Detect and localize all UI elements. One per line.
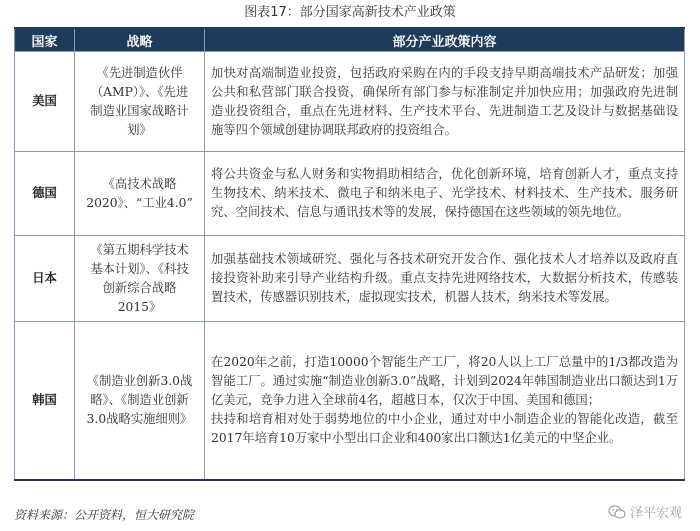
figure-title-text: 图表17：部分国家高新技术产业政策: [240, 5, 460, 20]
strategy-cell: 《第五期科学技术基本计划》、《科技创新综合战略2015》: [75, 236, 205, 322]
content-paragraph: 扶持和培育相对处于弱势地位的中小企业，通过对中小制造企业的智能化改造，截至2017年培育10万家中小型出口企业和400家出口额达1亿美元的中坚企业。: [211, 411, 678, 445]
table-row: [15, 52, 685, 152]
watermark-text: 泽平宏观: [629, 506, 682, 521]
content-cell: 加强基础技术领域研究、强化与各技术研究开发合作、强化技术人才培养以及政府直接投资补助来引导产业结构升级。重点支持先进网络技术，大数据分析技术，传感装置技术，传感器识别技术，虚拟现实技术，机器人技术，纳米技术等发展。: [205, 236, 685, 322]
figure-title: [0, 2, 700, 24]
strategy-cell: 《制造业创新3.0战略》、《制造业创新3.0战略实施细则》: [75, 322, 205, 480]
strategy-cell: 《先进制造伙伴（AMP）》、《先进制造业国家战略计划》: [75, 52, 205, 152]
country-cell: 韩国: [15, 322, 75, 480]
country-cell: 德国: [15, 152, 75, 236]
header-strategy: 战略: [75, 28, 205, 52]
table-header-row: [15, 28, 685, 52]
strategy-cell: 《高技术战略2020》、“工业4.0”: [75, 152, 205, 236]
watermark: [608, 502, 682, 521]
content-cell: 加快对高端制造业投资，包括政府采购在内的手段支持早期高端技术产品研发；加强公共和私营部门联合投资，确保所有部门参与标准制定并加快应用；加强政府先进制造业投资组合，重点在先进材料、生产技术平台、先进制造工艺及设计与数据基础设施等四个领域创建协调联邦政府的投资组合。: [205, 52, 685, 152]
source-note: 资料来源：公开资料，恒大研究院: [14, 508, 195, 522]
content-cell: [205, 322, 685, 480]
header-content: 部分产业政策内容: [205, 28, 685, 52]
table-row: [15, 322, 685, 480]
table-row: [15, 152, 685, 236]
policy-table: [14, 27, 685, 481]
table-row: [15, 236, 685, 322]
content-paragraph: 在2020年之前，打造10000个智能生产工厂，将20人以上工厂总量中的1/3都改造为智能工厂。通过实施“制造业创新3.0”战略，计划到2024年韩国制造业出口额达到1万亿美元，竞争力进入全球前4名，超越日本，仅次于中国、美国和德国；: [211, 354, 678, 407]
wechat-icon: [608, 505, 626, 519]
header-country: 国家: [15, 28, 75, 52]
content-cell: 将公共资金与私人财务和实物捐助相结合，优化创新环境，培育创新人才，重点支持生物技术、纳米技术、微电子和纳米电子、光学技术、材料技术、生产技术、服务研究、空间技术、信息与通讯技术等的发展，保持德国在这些领域的领先地位。: [205, 152, 685, 236]
country-cell: 美国: [15, 52, 75, 152]
country-cell: 日本: [15, 236, 75, 322]
